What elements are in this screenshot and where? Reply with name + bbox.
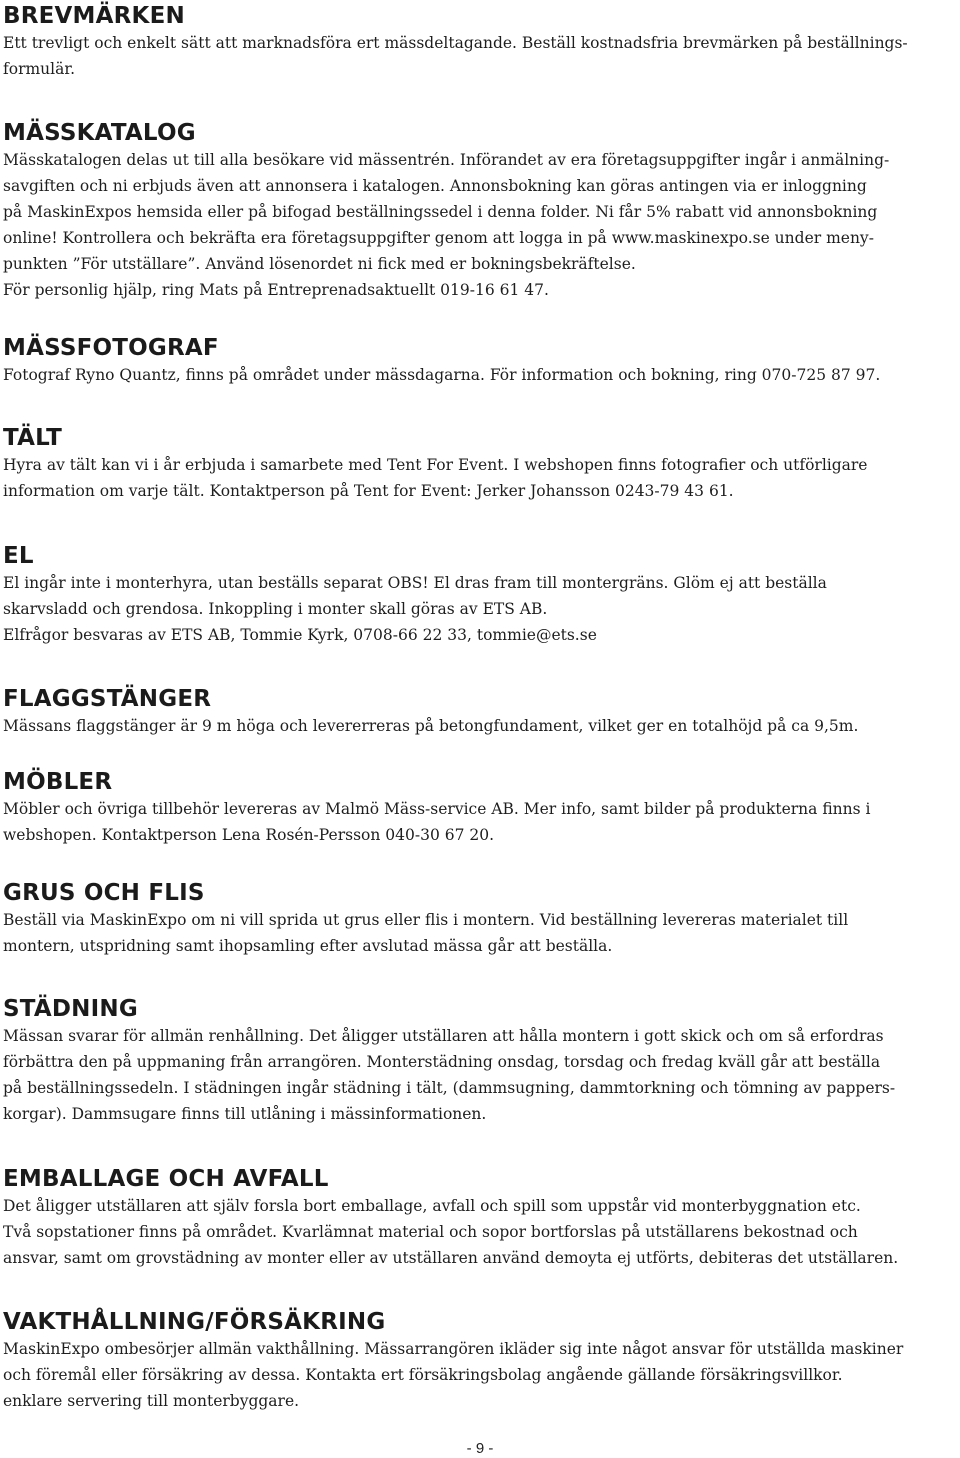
section-body bbox=[3, 570, 953, 648]
section-grus-och-flis bbox=[3, 879, 953, 959]
text-line: Möbler och övriga tillbehör levereras av Malmö Mäss-service AB. Mer info, samt bilder på produkterna finns i bbox=[3, 800, 871, 818]
text-line: och föremål eller försäkring av dessa. Kontakta ert försäkringsbolag angående gällande försäkringsvillkor. bbox=[3, 1366, 843, 1384]
text-line: online! Kontrollera och bekräfta era företagsuppgifter genom att logga in på www.maskinexpo.se under meny- bbox=[3, 229, 874, 247]
section-el bbox=[3, 542, 953, 648]
page-number: - 9 - bbox=[466, 1440, 494, 1457]
section-heading: STÄDNING bbox=[3, 996, 138, 1022]
section-heading: FLAGGSTÄNGER bbox=[3, 686, 212, 712]
section-heading: TÄLT bbox=[3, 425, 63, 451]
section-body bbox=[3, 796, 953, 848]
section-body bbox=[3, 713, 953, 739]
section-heading: VAKTHÅLLNING/FÖRSÄKRING bbox=[3, 1309, 386, 1335]
text-line: Beställ via MaskinExpo om ni vill sprida ut grus eller flis i montern. Vid beställning levereras materialet till bbox=[3, 911, 849, 929]
text-line: För personlig hjälp, ring Mats på Entreprenadsaktuellt 019-16 61 47. bbox=[3, 281, 549, 299]
text-line: Två sopstationer finns på området. Kvarlämnat material och sopor bortforslas på utställarens bekostnad och bbox=[3, 1223, 858, 1241]
section-vakthallning-forsakring bbox=[3, 1308, 953, 1414]
section-body bbox=[3, 362, 953, 388]
section-body bbox=[3, 1023, 953, 1127]
text-line: montern, utspridning samt ihopsamling efter avslutad mässa går att beställa. bbox=[3, 937, 613, 955]
section-masskatalog bbox=[3, 119, 953, 303]
text-line: Det åligger utställaren att själv forsla bort emballage, avfall och spill som uppstår vid monterbyggnation etc. bbox=[3, 1197, 861, 1215]
section-body bbox=[3, 907, 953, 959]
text-line: webshopen. Kontaktperson Lena Rosén-Persson 040-30 67 20. bbox=[3, 826, 495, 844]
text-line: Mässkatalogen delas ut till alla besökare vid mässentrén. Införandet av era företagsuppgifter ingår i anmälning- bbox=[3, 151, 890, 169]
section-massfotograf bbox=[3, 334, 953, 388]
text-line: MaskinExpo ombesörjer allmän vakthållning. Mässarrangören ikläder sig inte något ansvar för utställda maskiner bbox=[3, 1340, 904, 1358]
text-line: Fotograf Ryno Quantz, finns på området under mässdagarna. För information och bokning, ring 070-725 87 97. bbox=[3, 366, 881, 384]
section-mobler bbox=[3, 768, 953, 848]
section-heading: EL bbox=[3, 543, 34, 569]
text-line: på MaskinExpos hemsida eller på bifogad beställningssedel i denna folder. Ni får 5% rabatt vid annonsbokning bbox=[3, 203, 878, 221]
section-heading: BREVMÄRKEN bbox=[3, 3, 185, 29]
section-brevmarken bbox=[3, 2, 953, 82]
section-emballage-och-avfall bbox=[3, 1165, 953, 1271]
section-talt bbox=[3, 424, 953, 504]
text-line: skarvsladd och grendosa. Inkoppling i monter skall göras av ETS AB. bbox=[3, 600, 548, 618]
section-heading: GRUS OCH FLIS bbox=[3, 880, 205, 906]
text-line: på beställningssedeln. I städningen ingår städning i tält, (dammsugning, dammtorkning och tömning av pappers- bbox=[3, 1079, 896, 1097]
text-line: information om varje tält. Kontaktperson på Tent for Event: Jerker Johansson 0243-79 43 61. bbox=[3, 482, 734, 500]
text-line: Mässans flaggstänger är 9 m höga och levererreras på betongfundament, vilket ger en totalhöjd på ca 9,5m. bbox=[3, 717, 859, 735]
section-heading: MÄSSFOTOGRAF bbox=[3, 335, 219, 361]
section-heading: MÖBLER bbox=[3, 769, 113, 795]
text-line: formulär. bbox=[3, 60, 75, 78]
section-body bbox=[3, 30, 953, 82]
section-body bbox=[3, 1336, 953, 1414]
text-line: ansvar, samt om grovstädning av monter eller av utställaren använd demoyta ej utförts, debiteras det utställaren. bbox=[3, 1249, 899, 1267]
text-line: Ett trevligt och enkelt sätt att marknadsföra ert mässdeltagande. Beställ kostnadsfria brevmärken på beställnings- bbox=[3, 34, 908, 52]
text-line: Mässan svarar för allmän renhållning. Det åligger utställaren att hålla montern i gott skick och om så erfordras bbox=[3, 1027, 884, 1045]
text-line: enklare servering till monterbyggare. bbox=[3, 1392, 300, 1410]
text-line: punkten ”För utställare”. Använd lösenordet ni fick med er bokningsbekräftelse. bbox=[3, 255, 636, 273]
section-body bbox=[3, 452, 953, 504]
section-heading: MÄSSKATALOG bbox=[3, 120, 196, 146]
text-line: Hyra av tält kan vi i år erbjuda i samarbete med Tent For Event. I webshopen finns fotografier och utförligare bbox=[3, 456, 868, 474]
text-line: savgiften och ni erbjuds även att annonsera i katalogen. Annonsbokning kan göras antingen via er inloggning bbox=[3, 177, 867, 195]
section-body bbox=[3, 1193, 953, 1271]
text-line: förbättra den på uppmaning från arrangören. Monterstädning onsdag, torsdag och fredag kväll går att beställa bbox=[3, 1053, 881, 1071]
text-line: El ingår inte i monterhyra, utan beställs separat OBS! El dras fram till montergräns. Glöm ej att beställa bbox=[3, 574, 827, 592]
section-heading: EMBALLAGE OCH AVFALL bbox=[3, 1166, 329, 1192]
text-line: Elfrågor besvaras av ETS AB, Tommie Kyrk, 0708-66 22 33, tommie@ets.se bbox=[3, 626, 597, 644]
section-stadning bbox=[3, 995, 953, 1127]
section-flaggstanger bbox=[3, 685, 953, 739]
text-line: korgar). Dammsugare finns till utlåning i mässinformationen. bbox=[3, 1105, 487, 1123]
section-body bbox=[3, 147, 953, 303]
